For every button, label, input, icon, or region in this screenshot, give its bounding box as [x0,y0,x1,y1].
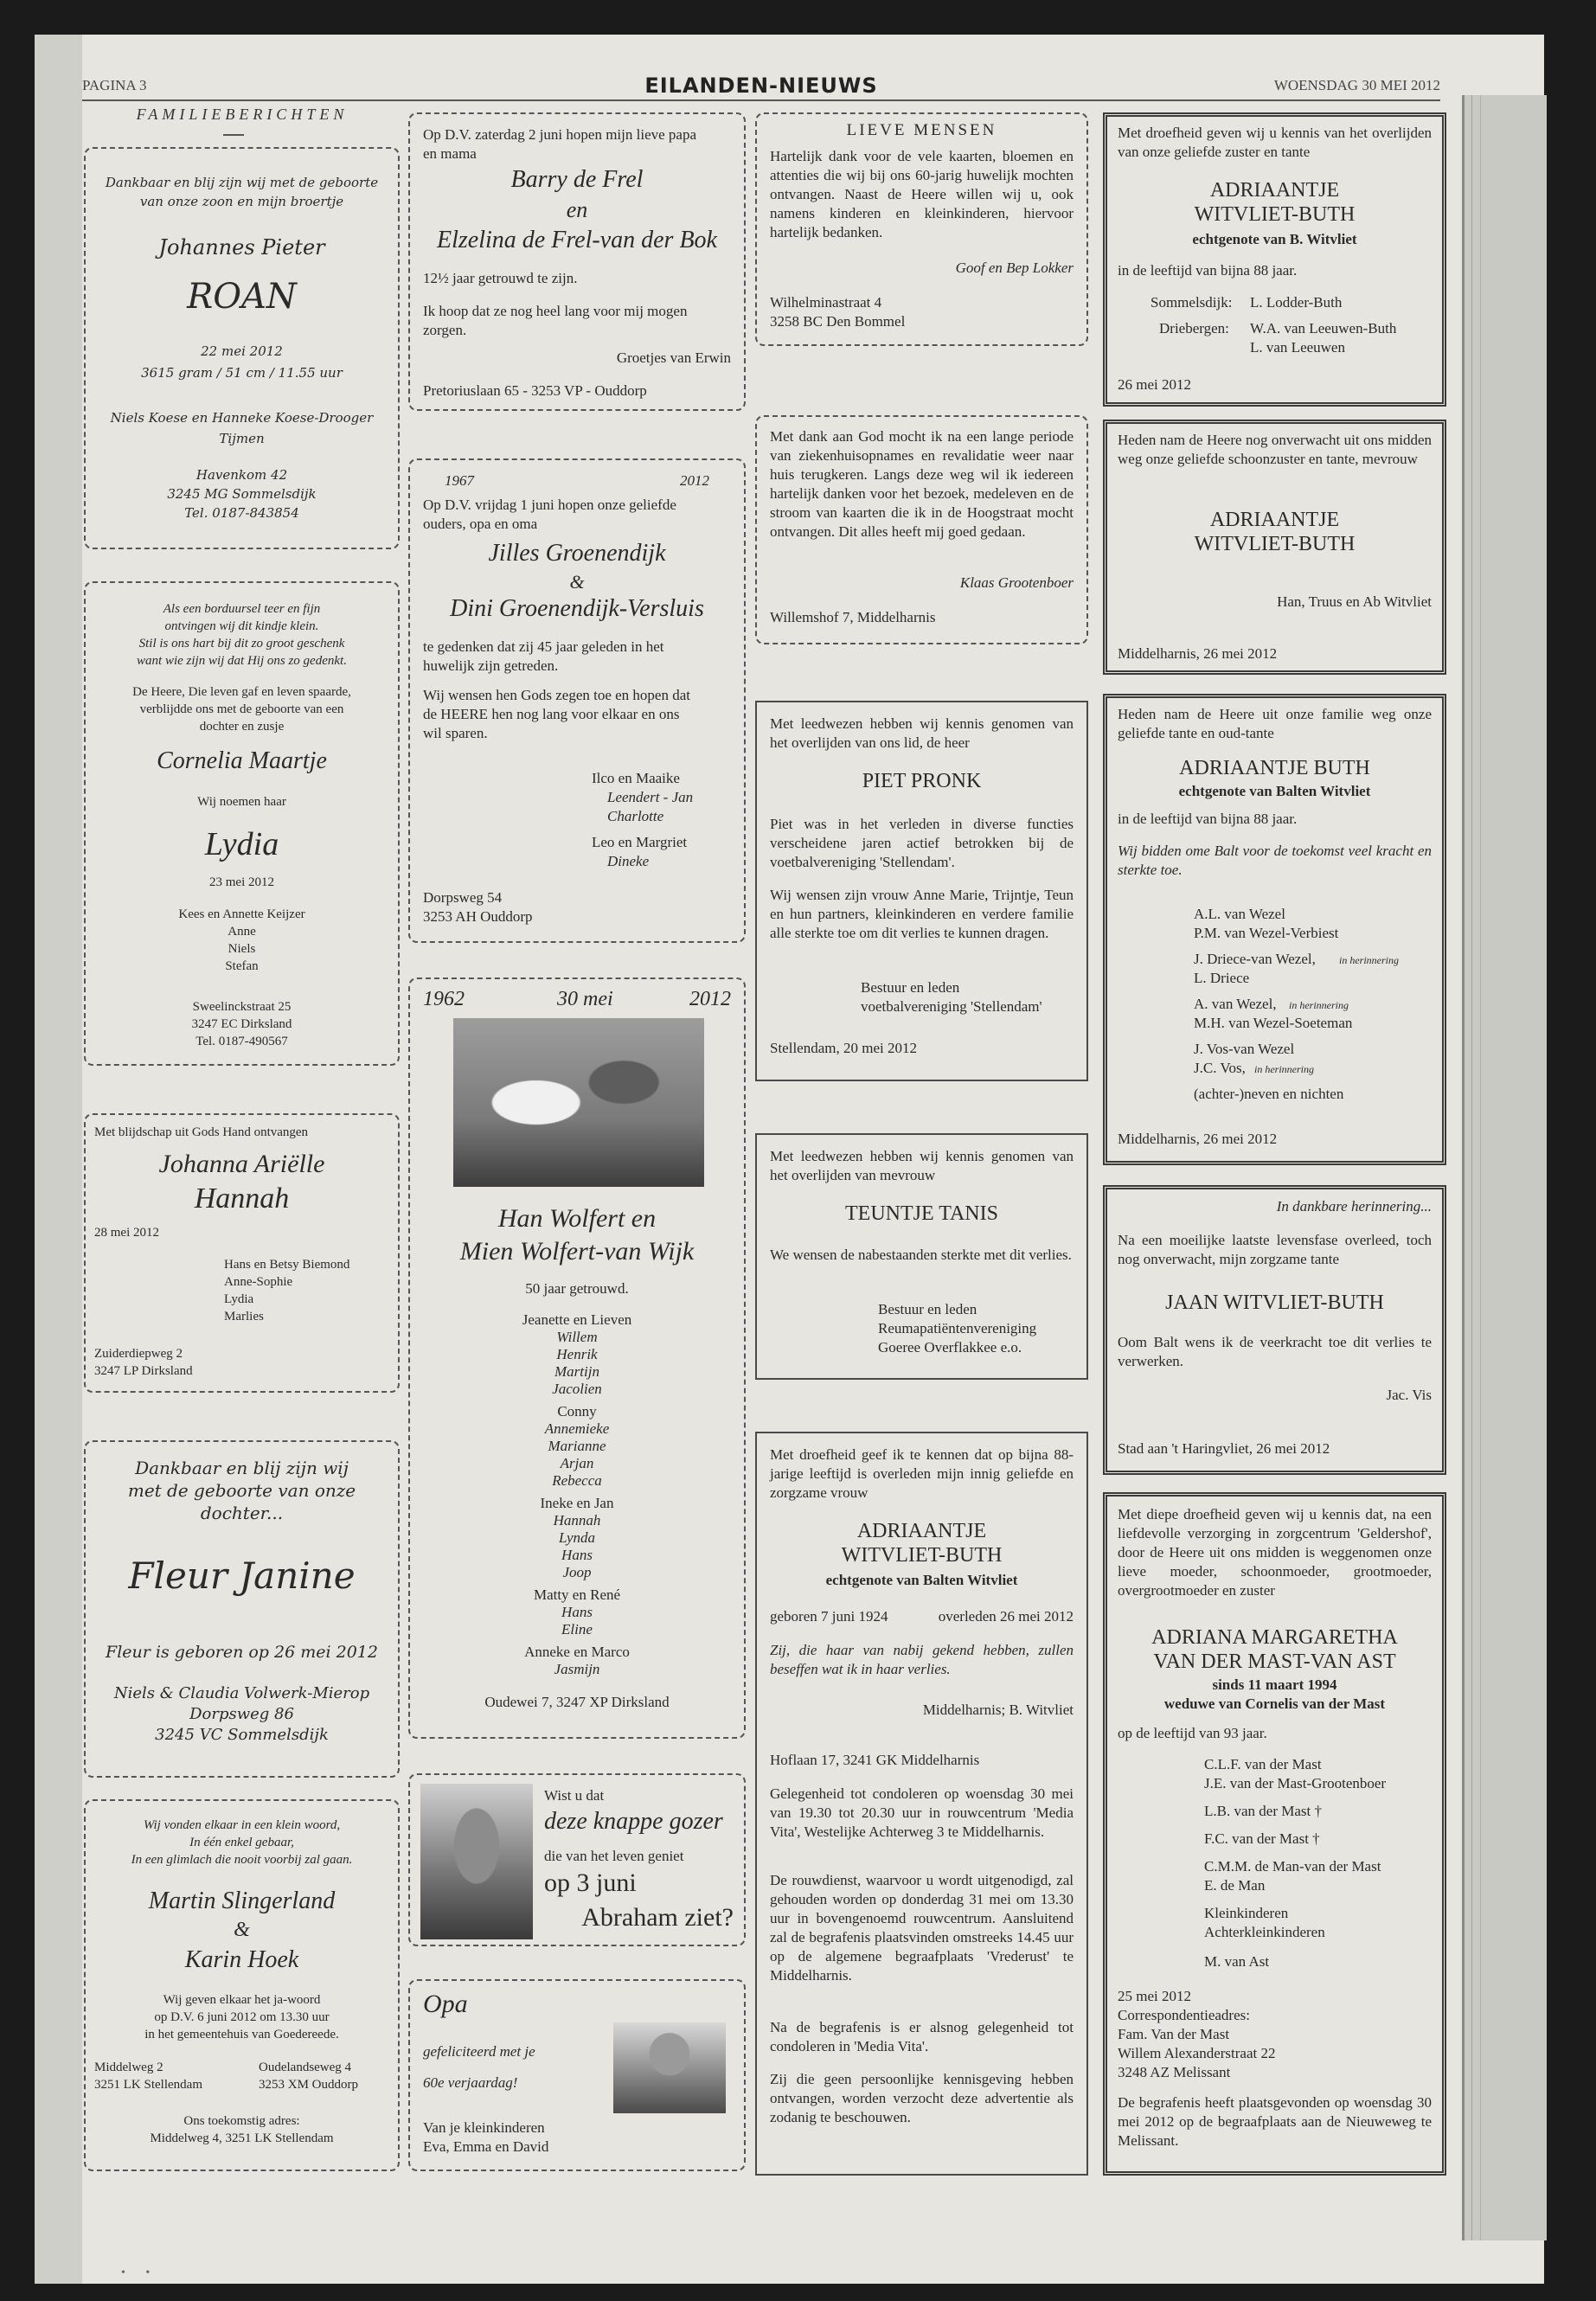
signature: Han, Truus en Ab Witvliet [1277,593,1432,610]
family-member: P.M. van Wezel-Verbiest [1194,925,1339,941]
city: 3253 XM Ouddorp [259,2078,358,2092]
city: 3245 MG Sommelsdijk [167,486,317,502]
family-member: F.C. van der Mast † [1204,1830,1320,1847]
grandchild: Rebecca [552,1472,602,1489]
couple-name: Dini Groenendijk-Versluis [450,595,704,622]
ad-text: zorgen. [423,322,467,338]
family-member: Ineke en Jan [540,1495,614,1511]
deceased-name: ADRIAANTJE BUTH [1179,757,1370,779]
age: op de leeftijd van 93 jaar. [1118,1725,1267,1741]
ad-text: 50 jaar getrouwd. [525,1280,629,1297]
city: 3245 VC Sommelsdijk [155,1726,329,1744]
phone: Tel. 0187-843854 [184,505,299,521]
grandchild: Charlotte [607,808,664,824]
family-member: C.M.M. de Man-van der Mast [1204,1858,1381,1875]
ad-text: Heden nam de Heere uit onze familie weg onze geliefde tante en oud-tante [1118,706,1432,741]
signature: voetbalvereniging 'Stellendam' [861,998,1042,1015]
family-member: Leo en Margriet [592,834,688,850]
obituary-witvliet-family [1103,112,1446,407]
grandchild: Marianne [548,1438,606,1454]
thanks-ad-grootenboer [755,415,1088,644]
signature: Middelharnis; B. Witvliet [922,1702,1074,1718]
poem-line: Als een borduursel teer en fijn [163,602,321,616]
street: Oudelandseweg 4 [259,2061,352,2074]
ad-headline: In dankbare herinnering... [1276,1198,1432,1215]
street: Wilhelminastraat 4 [770,294,882,311]
child-name: Johannes Pieter [158,235,325,260]
place-date: Middelharnis, 26 mei 2012 [1118,645,1278,662]
parents: Kees en Annette Keijzer [178,907,305,921]
page-corner-dots: • • [121,2266,159,2279]
signature: Bestuur en leden [861,979,960,996]
ad-text: De begrafenis heeft plaatsgevonden op woensdag 30 mei 2012 op de begraafplaats aan de Nieuweweg te Melissant. [1118,2094,1432,2149]
family-member: J. Driece-van Wezel, [1194,951,1316,967]
ad-text: Wij noemen haar [197,795,286,809]
place-date: 26 mei 2012 [1118,376,1191,393]
ad-text: te gedenken dat zij 45 jaar geleden in het [423,638,664,655]
family-member: L. Lodder-Buth [1250,294,1343,311]
ad-text: De Heere, Die leven gaf en leven spaarde, [132,685,351,699]
parents: Hans en Betsy Biemond [224,1258,350,1272]
deceased-name: WITVLIET-BUTH [1194,203,1356,226]
ad-text: en mama [423,145,477,162]
family-member: L. Driece [1194,970,1250,986]
address: Pretoriuslaan 65 - 3253 VP - Ouddorp [423,382,647,399]
ad-text: Heden nam de Heere nog onverwacht uit ons midden weg onze geliefde schoonzuster en tante, mevrouw [1118,432,1432,467]
family-member: J. Vos-van Wezel [1194,1041,1295,1057]
obituary-pronk [755,701,1088,1081]
ad-subtitle: echtgenote van Balten Witvliet [825,1572,1018,1588]
family-member: Ilco en Maaike [592,770,680,786]
deceased-name: ADRIAANTJE [856,1520,987,1542]
section-title: FAMILIEBERICHTEN [136,106,349,123]
grandchild: Henrik [556,1346,598,1362]
child-name: Johanna Ariëlle [158,1150,325,1178]
birth-date: 28 mei 2012 [94,1226,159,1240]
family-member: (achter-)neven en nichten [1194,1086,1344,1102]
family-member: A.L. van Wezel [1194,906,1285,922]
binding-edge [35,35,82,2284]
ad-text: de HEERE hen nog lang voor elkaar en ons [423,706,680,722]
city: 3247 EC Dirksland [191,1017,292,1031]
address: Willemshof 7, Middelharnis [770,609,936,625]
couple-name: Han Wolfert en [497,1204,657,1233]
grandchild: Hans [561,1547,593,1563]
obituary-buth-relatives [1103,694,1446,1165]
ad-text: Piet was in het verleden in diverse functies verscheidene jaren actief betrokken bij de voetbalvereniging 'Stellendam'. [770,816,1074,870]
address: Hoflaan 17, 3241 GK Middelharnis [770,1752,980,1768]
grandchild: Jacolien [552,1381,602,1397]
year-end: 2012 [680,472,709,489]
ad-text: en [566,197,588,222]
street: Dorpsweg 54 [423,889,503,906]
ad-text: Wist u dat [544,1787,605,1804]
city: 3253 AH Ouddorp [423,908,533,925]
wedding-ad-martin [84,1799,400,2171]
ad-headline: LIEVE MENSEN [846,121,997,139]
ampersand: & [234,1919,250,1941]
grandchild: Hans [561,1604,593,1620]
couple-name: Elzelina de Frel-van der Bok [437,227,717,253]
child-name: Fleur Janine [128,1554,356,1597]
ad-text: Met dank aan God mocht ik na een lange periode van ziekenhuisopnames en revalidatie weer naar huis terugkeren. Langs deze weg wil ik iedereen hartelijk danken voor het bezoek, medeleven en de stroom van kaarten die ik in de Hoogstraat mocht ontvangen. Dit alles heeft mij goed gedaan. [770,428,1074,540]
deceased-name: ADRIANA MARGARETHA [1151,1626,1398,1649]
address: 3248 AZ Melissant [1118,2064,1231,2080]
ad-text: Op D.V. vrijdag 1 juni hopen onze geliefde [423,497,676,513]
wedding-photo [453,1018,704,1187]
ad-text: gefeliciteerd met je [423,2043,535,2060]
ad-text: Dankbaar en blij zijn wij [135,1458,349,1478]
ad-text: Hartelijk dank voor de vele kaarten, bloemen en attenties die wij bij ons 60-jarig huwelijk mochten ontvangen. Naast de Heere willen wij u, ook namens kinderen en kleinkinderen, hiervoor hartelijk bedanken. [770,148,1074,240]
sibling: Lydia [224,1292,254,1306]
deceased-name: VAN DER MAST-VAN AST [1153,1650,1396,1673]
parents: Niels & Claudia Volwerk-Mierop [113,1684,370,1702]
signature: Jac. Vis [1386,1387,1432,1403]
ad-text: Van je kleinkinderen [423,2119,545,2136]
birth-ad-roan [84,147,400,549]
grandchild: Lynda [559,1529,595,1546]
ad-text: Met droefheid geef ik te kennen dat op bijna 88-jarige leeftijd is overleden mijn innig geliefde en zorgzame vrouw [770,1446,1074,1501]
address: Oudewei 7, 3247 XP Dirksland [484,1694,670,1710]
future-address: Middelweg 4, 3251 LK Stellendam [150,2131,334,2145]
grandchild: Jasmijn [554,1661,600,1677]
address: Fam. Van der Mast [1118,2026,1230,2042]
family-member: Kleinkinderen [1204,1905,1289,1921]
ad-text: Zij die geen persoonlijke kennisgeving hebben ontvangen, worden verzocht deze advertentie als zodanig te beschouwen. [770,2071,1074,2125]
city: 3247 LP Dirksland [94,1364,193,1378]
page-stack-edge [1462,95,1547,2240]
ad-text: die van het leven geniet [544,1848,684,1864]
death-date: overleden 26 mei 2012 [938,1608,1074,1625]
sibling: Anne [228,925,256,939]
signature: Reumapatiëntenvereniging [878,1320,1037,1336]
family-member: C.L.F. van der Mast [1204,1756,1322,1772]
street: Dorpsweg 86 [189,1705,294,1723]
ampersand: & [569,571,585,593]
grandchild: Arjan [560,1455,594,1471]
birthday-ad-opa [408,1979,746,2171]
bride-name: Karin Hoek [184,1946,299,1973]
obituary-van-der-mast [1103,1492,1446,2176]
ad-text: Met droefheid geven wij u kennis van het overlijden van onze geliefde zuster en tante [1118,125,1432,160]
poem-line: want wie zijn wij dat Hij ons zo gedenkt. [137,654,347,668]
signature: Klaas Grootenboer [959,574,1074,591]
obituary-tanis [755,1133,1088,1380]
grandchild: Willem [556,1329,598,1345]
signature: Bestuur en leden [878,1301,977,1317]
street: Zuiderdiepweg 2 [94,1347,183,1361]
poem-line: In een glimlach die nooit voorbij zal gaan. [131,1853,353,1867]
place: Sommelsdijk: [1151,294,1233,311]
age: in de leeftijd van bijna 88 jaar. [1118,811,1298,827]
groom-name: Martin Slingerland [148,1888,336,1914]
grandchild: Annemieke [544,1420,610,1437]
birth-date: 23 mei 2012 [209,875,274,889]
ad-text: Met leedwezen hebben wij kennis genomen van het overlijden van ons lid, de heer [770,715,1074,751]
anniversary-ad-barry [408,112,746,411]
call-name: Lydia [204,826,279,862]
family-member: Jeanette en Lieven [522,1311,632,1328]
ad-text: 60e verjaardag! [423,2074,518,2091]
sibling: Niels [228,942,256,956]
quote: Wij bidden ome Balt voor de toekomst veel kracht en sterkte toe. [1118,843,1432,878]
ad-text: Met diepe droefheid geven wij u kennis dat, na een liefdevolle verzorging in zorgcentrum 'Geldershof', door de Heere uit ons midden is weggenomen onze lieve moeder, schoonmoeder, grootmoeder, overgrootmoeder en zuster [1118,1506,1432,1599]
place-date: Stellendam, 20 mei 2012 [770,1040,917,1056]
ad-headline: op 3 juni [544,1868,637,1897]
ad-headline: deze knappe gozer [544,1808,723,1835]
grandchild: Martijn [554,1363,599,1380]
deceased-name: WITVLIET-BUTH [1194,533,1356,555]
masthead: EILANDEN-NIEUWS [644,74,878,98]
ad-text: Wij wensen zijn vrouw Anne Marie, Trijntje, Teun en hun partners, kleinkinderen en verdere familie alle sterkte toe om dit verlies te kunnen dragen. [770,887,1074,941]
ad-text: van onze zoon en mijn broertje [139,194,344,209]
ad-subtitle: echtgenote van Balten Witvliet [1178,783,1371,799]
couple-name: Barry de Frel [510,166,644,193]
birth-date: geboren 7 juni 1924 [770,1608,888,1625]
family-member: A. van Wezel, [1194,996,1277,1012]
portrait-photo [613,2022,726,2113]
ad-subtitle: sinds 11 maart 1994 [1212,1676,1337,1693]
birth-ad-hannah [84,1113,400,1393]
ad-text: Gelegenheid tot condoleren op woensdag 30 mei van 19.30 tot 20.30 uur in rouwcentrum 'Media Vita', Westelijke Achterweg 3 te Middelharnis. [770,1785,1074,1840]
birth-ad-cornelia [84,581,400,1066]
deceased-name: PIET PRONK [862,770,982,792]
couple-name: Mien Wolfert-van Wijk [459,1237,695,1266]
family-member: L. van Leeuwen [1250,339,1345,356]
phone: Tel. 0187-490567 [195,1035,288,1048]
grandchild: Eline [561,1621,593,1638]
poem-line: ontvingen wij dit kindje klein. [164,619,319,633]
anniversary-ad-jilles [408,458,746,943]
year-start: 1962 [423,988,465,1010]
family-member: M.H. van Wezel-Soeteman [1194,1015,1353,1031]
deceased-name: ADRIAANTJE [1209,509,1340,531]
quote: Zij, die haar van nabij gekend hebben, zullen beseffen wat ik in haar verlies. [770,1642,1074,1677]
obituary-witvliet-inlaws [1103,420,1446,675]
year-start: 1967 [445,472,474,489]
place-date: Stad aan 't Haringvliet, 26 mei 2012 [1118,1440,1330,1457]
ad-text: Dankbaar en blij zijn wij met de geboorte [105,175,379,190]
birth-date: Fleur is geboren op 26 mei 2012 [106,1643,378,1662]
ad-text: in het gemeentehuis van Goedereede. [144,2028,339,2041]
family-member: Matty en René [533,1586,621,1603]
section-rule [223,134,244,136]
sibling: Stefan [225,959,259,973]
place-date: Middelharnis, 26 mei 2012 [1118,1131,1278,1147]
ad-text: met de geboorte van onze [127,1480,356,1501]
address: Willem Alexanderstraat 22 [1118,2045,1276,2061]
ad-subtitle: echtgenote van B. Witvliet [1192,231,1357,247]
ad-text: dochter... [200,1503,284,1523]
year-end: 2012 [689,988,731,1010]
ad-text: Eva, Emma en David [423,2138,549,2155]
grandchild: Joop [562,1564,592,1580]
ad-text: Wij wensen hen Gods zegen toe en hopen dat [423,687,690,703]
family-member: M. van Ast [1204,1953,1270,1970]
memorial-note: in herinnering [1339,954,1399,966]
portrait-photo [420,1784,533,1939]
ad-text: Correspondentieadres: [1118,2007,1250,2023]
ad-text: Na de begrafenis is er alsnog gelegenheid tot condoleren in 'Media Vita'. [770,2019,1074,2054]
family-member: Anneke en Marco [524,1644,630,1660]
ad-text: 12½ jaar getrouwd te zijn. [423,270,578,286]
signature: Goof en Bep Lokker [955,260,1074,276]
grandchild: Dineke [607,853,650,869]
memorial-note: in herinnering [1254,1063,1314,1075]
poem-line: In één enkel gebaar, [189,1836,294,1849]
couple-name: Jilles Groenendijk [488,540,666,567]
grandchild: Leendert - Jan [607,789,694,805]
ad-text: op D.V. 6 juni 2012 om 13.30 uur [154,2010,330,2024]
sibling: Anne-Sophie [224,1275,293,1289]
grandchild: Hannah [553,1512,601,1529]
ad-subtitle: weduwe van Cornelis van der Mast [1163,1695,1386,1712]
ad-text: verblijdde ons met de geboorte van een [139,702,344,716]
deceased-name: JAAN WITVLIET-BUTH [1165,1292,1384,1314]
child-name: Cornelia Maartje [157,747,327,774]
anniversary-date: 30 mei [557,988,613,1010]
ad-text: huwelijk zijn getreden. [423,657,559,674]
ad-text: dochter en zusje [199,720,285,734]
anniversary-ad-han [408,977,746,1739]
family-member: J.E. van der Mast-Grootenboer [1204,1775,1387,1791]
birthday-ad-gozer [408,1773,746,1946]
child-surname: ROAN [187,277,297,317]
family-member: Achterkleinkinderen [1204,1924,1325,1940]
memorial-note: in herinnering [1289,999,1349,1011]
issue-date: WOENSDAG 30 MEI 2012 [1273,77,1440,93]
page-number: PAGINA 3 [82,77,147,93]
street: Middelweg 2 [94,2061,163,2074]
family-member: Conny [557,1403,597,1420]
ad-text: Oom Balt wens ik de veerkracht toe dit verlies te verwerken. [1118,1334,1432,1369]
poem-line: Wij vonden elkaar in een klein woord, [143,1818,341,1832]
call-name: Hannah [194,1183,290,1215]
family-member: W.A. van Leeuwen-Buth [1250,320,1397,336]
street: Havenkom 42 [195,467,288,483]
ad-text: Met blijdschap uit Gods Hand ontvangen [94,1125,309,1139]
signature: Goeree Overflakkee e.o. [878,1339,1022,1356]
birth-date: 22 mei 2012 [201,343,283,359]
ad-text: We wensen de nabestaanden sterkte met dit verlies. [770,1247,1072,1263]
place-date: 25 mei 2012 [1118,1988,1191,2004]
place: Driebergen: [1159,320,1229,336]
ad-text: Na een moeilijke laatste levensfase overleed, toch nog onverwacht, mijn zorgzame tante [1118,1232,1432,1267]
signature: Groetjes van Erwin [616,349,731,366]
family-member: J.C. Vos, [1194,1060,1246,1076]
family-member: L.B. van der Mast † [1204,1803,1322,1819]
family-member: E. de Man [1204,1877,1266,1894]
sibling: Tijmen [219,431,265,446]
city: 3251 LK Stellendam [94,2078,202,2092]
ad-text: Ons toekomstig adres: [183,2114,300,2128]
ad-text: Ik hoop dat ze nog heel lang voor mij mogen [423,303,688,319]
city: 3258 BC Den Bommel [770,313,906,330]
thanks-ad-lokker [755,112,1088,346]
birth-ad-fleur [84,1440,400,1778]
obituary-witvliet-main [755,1432,1088,2176]
ad-text: wil sparen. [423,725,488,741]
ad-text: De rouwdienst, waarvoor u wordt uitgenodigd, zal gehouden worden op donderdag 31 mei om 13.30 uur in bovengenoemd rouwcentrum. Aansluitend zal de begrafenis plaatsvinden omstreeks 14.45 uur op de algemene begraafplaats 'Vrederust' te Middelharnis. [770,1872,1074,1984]
deceased-name: ADRIAANTJE [1209,179,1340,202]
poem-line: Stil is ons hart bij dit zo groot geschenk [138,637,345,651]
ad-text: ouders, opa en oma [423,516,538,532]
ad-text: Met leedwezen hebben wij kennis genomen van het overlijden van mevrouw [770,1148,1074,1183]
birth-stats: 3615 gram / 51 cm / 11.55 uur [141,365,343,381]
page-header [82,74,1440,101]
deceased-name: TEUNTJE TANIS [845,1202,998,1225]
ad-text: Wij geven elkaar het ja-woord [163,1993,321,2007]
ad-text: Op D.V. zaterdag 2 juni hopen mijn lieve papa [423,126,696,143]
deceased-name: WITVLIET-BUTH [841,1544,1003,1567]
ad-headline: Abraham ziet? [581,1903,734,1932]
sibling: Marlies [224,1310,264,1324]
age: in de leeftijd van bijna 88 jaar. [1118,262,1298,279]
obituary-jaan-witvliet [1103,1185,1446,1475]
street: Sweelinckstraat 25 [192,1000,292,1014]
ad-headline: Opa [423,1990,468,2018]
parents: Niels Koese en Hanneke Koese-Drooger [110,410,374,426]
